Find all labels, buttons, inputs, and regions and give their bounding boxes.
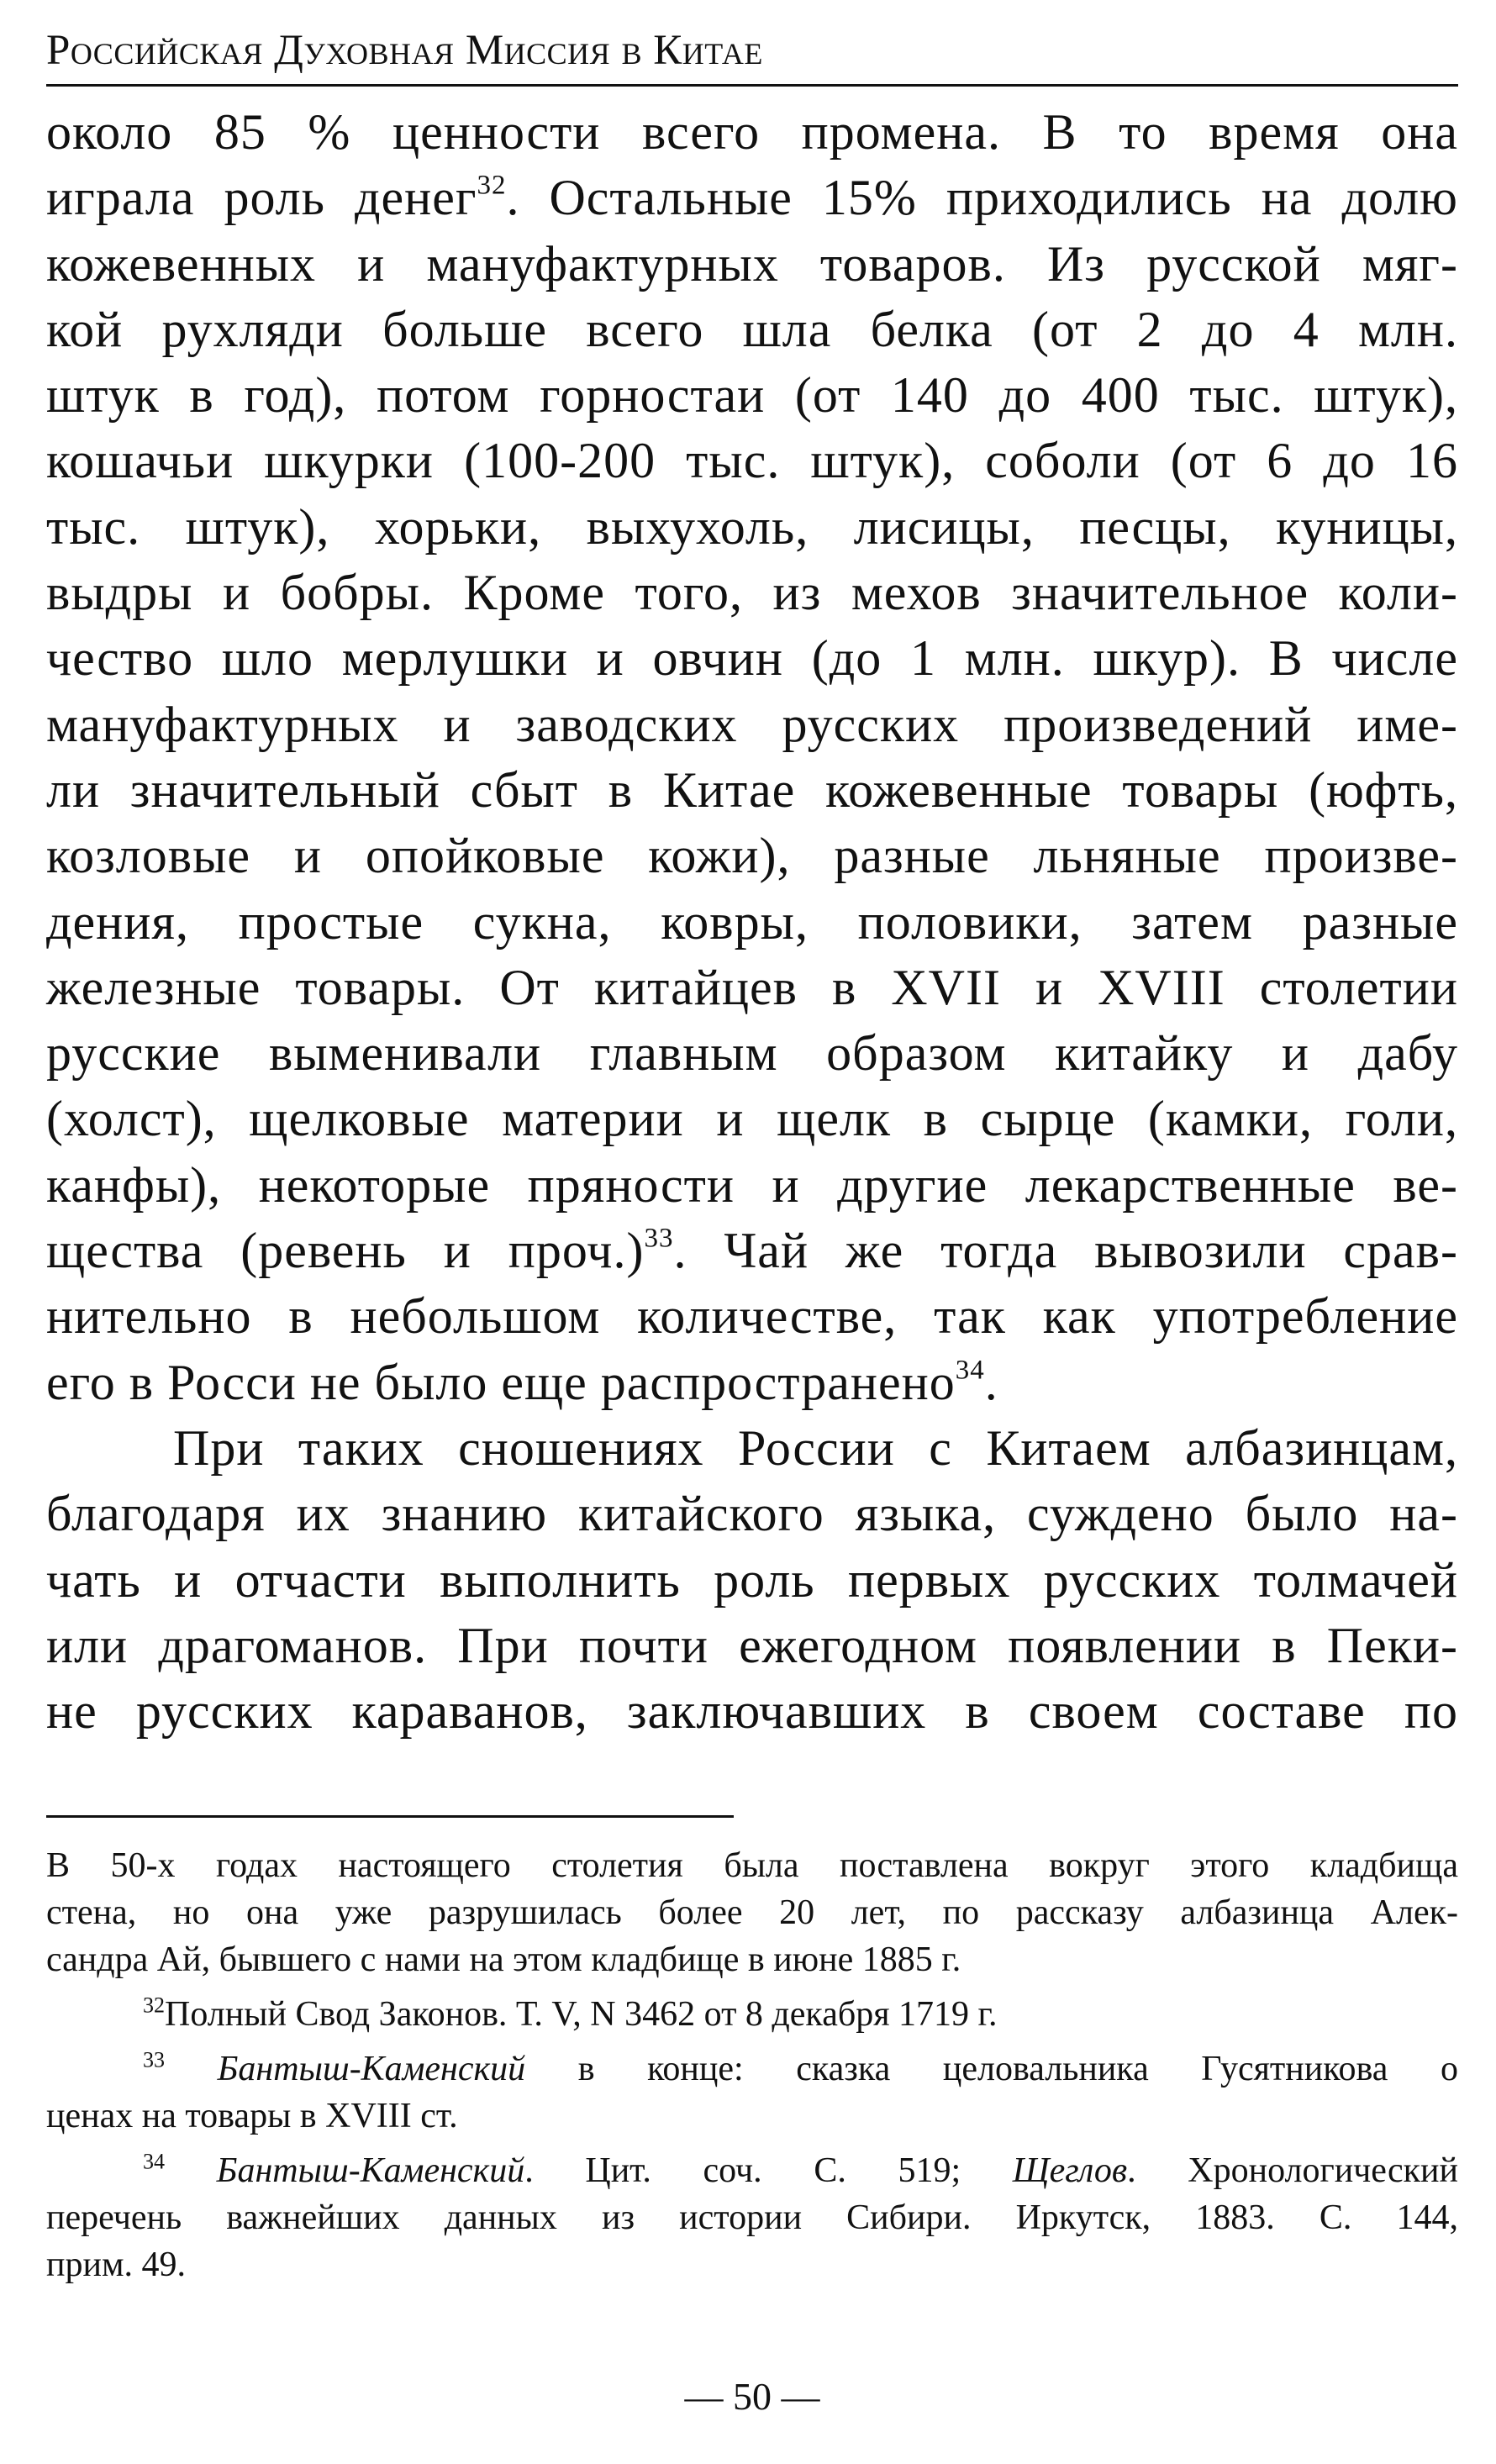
main-text [46,99,1458,1744]
footnote-number: 34 [143,2149,166,2174]
text-line: чество шло мерлушки и овчин (до 1 млн. шкур). В числе [46,630,1458,687]
footnote-continued [46,1842,1458,1983]
text-line: выдры и бобры. Кроме того, из мехов значительное коли- [46,565,1458,621]
footnote-line: прим. 49. [46,2246,187,2284]
text-line: кой рухляди больше всего шла белка (от 2 до 4 млн. [46,301,1458,357]
text-line: не русских караванов, заключавших в своем составе по [46,1683,1458,1740]
text-line: щества (ревень и проч.)$^{33}$. Чай же тогда вывозили срав- [46,1223,1458,1279]
page-number: — 50 — [684,2375,820,2418]
text-line: русские выменивали главным образом китайку и дабу [46,1025,1458,1082]
footnote-rule [46,1815,734,1818]
footnote-number: 33 [143,2047,166,2072]
text-line: тыс. штук), хорьки, выхухоль, лисицы, песцы, куницы, [46,498,1458,555]
text-line: благодаря их знанию китайского языка, суждено было на- [46,1486,1458,1542]
author-name: Бантыш-Каменский [216,2151,525,2190]
footnote-34 [46,2147,1458,2288]
text-line: кошачьи шкурки (100-200 тыс. штук), соболи (от 6 до 16 [46,433,1458,489]
footnote-ref-32: 32 [477,170,507,201]
text-line: канфы), некоторые пряности и другие лекарственные ве- [46,1156,1458,1213]
paragraph-start-line: При таких сношениях России с Китаем албазинцам, [173,1419,1458,1476]
footnote-number: 32 [143,1993,166,2018]
book-page [46,0,1458,2464]
footnote-line: $^{32}$Полный Свод Законов. Т. V, N 3462 от 8 декабря 1719 г. [143,1993,998,2034]
text-line: ли значительный сбыт в Китае кожевенные товары (юфть, [46,761,1458,818]
text-line: мануфактурных и заводских русских произведений име- [46,696,1458,752]
footnote-line: перечень важнейших данных из истории Сибири. Иркутск, 1883. С. 144, [46,2198,1458,2237]
text-line: играла роль денег$^{32}$. Остальные 15% приходились на долю [46,170,1458,226]
text-line: его в Росси не было еще распространено$^{34}$. [46,1354,998,1410]
text-line: железные товары. От китайцев в XVII и XVIII столетии [46,959,1458,1015]
text-line: кожевенных и мануфактурных товаров. Из русской мяг- [46,235,1458,292]
footnote-line: $^{33}$ Бантыш-Каменский в конце: сказка целовальника Гусятникова о [143,2047,1459,2088]
footnote-line: стена, но она уже разрушилась более 20 лет, по рассказу албазинца Алек- [46,1893,1458,1932]
text-line: (холст), щелковые материи и щелк в сырце (камки, голи, [46,1091,1458,1147]
text-line: козловые и опойковые кожи), разные льняные произве- [46,828,1458,884]
text-line: штук в год), потом горностаи (от 140 до 400 тыс. штук), [46,367,1458,424]
text-line: чать и отчасти выполнить роль первых русских толмачей [46,1551,1458,1608]
footnote-line: В 50-х годах настоящего столетия была поставлена вокруг этого кладбища [46,1846,1458,1885]
footnote-line: ценах на товары в XVIII ст. [46,2097,458,2135]
footnote-33 [46,2045,1458,2140]
footnote-ref-33: 33 [644,1223,674,1254]
text-line: нительно в небольшом количестве, так как употребление [46,1288,1458,1345]
text-line: дения, простые сукна, ковры, половики, затем разные [46,893,1458,950]
header-rule [46,84,1458,87]
footnotes [46,1842,1458,2296]
text-line: около 85 % ценности всего промена. В то время она [46,104,1458,160]
footnote-line: сандра Ай, бывшего с нами на этом кладбище в июне 1885 г. [46,1940,961,1979]
author-name: Щеглов [1012,2151,1128,2190]
text-line: или драгоманов. При почти ежегодном появлении в Пеки- [46,1617,1458,1673]
running-head: Российская Духовная Миссия в Китае [46,27,763,74]
footnote-32 [46,1991,1458,2038]
author-name: Бантыш-Каменский [217,2050,526,2088]
footnote-line: $^{34}$ Бантыш-Каменский. Цит. соч. С. 519; Щеглов. Хронологический [143,2149,1458,2190]
footnote-ref-34: 34 [955,1354,985,1385]
